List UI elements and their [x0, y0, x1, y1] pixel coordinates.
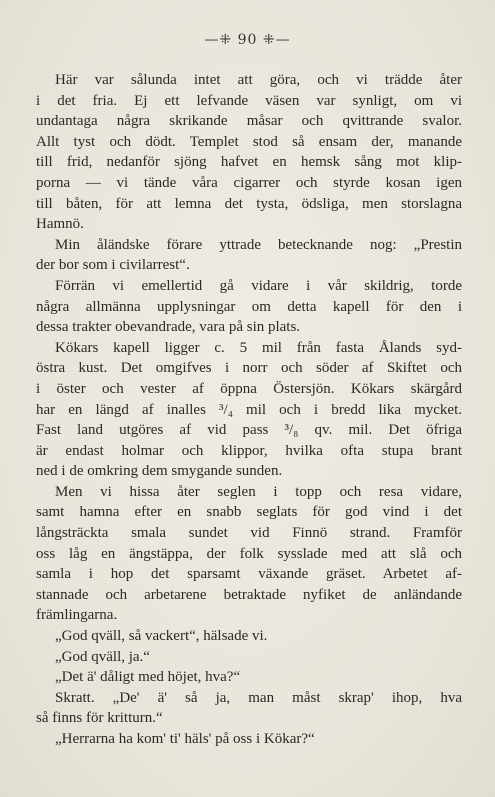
text-line: Förrän vi emellertid gå vidare i vår skildrig, torde: [55, 277, 462, 294]
text-line: Hamnö.: [36, 216, 84, 233]
text-line: långsträckta smala sundet vid Finnö strand. Framför: [36, 525, 462, 542]
body-text: [36, 70, 462, 750]
text-line: har en längd af inalles ³/₄ mil och i bredd lika mycket.: [36, 401, 462, 418]
text-line: Här var sålunda intet att göra, och vi trädde åter: [55, 72, 462, 88]
text-line: i det fria. Ej ett lefvande väsen var synligt, om vi: [36, 92, 462, 109]
text-line: Min åländske förare yttrade betecknande nog: „Prestin: [55, 236, 462, 253]
text-line: „Herrarna ha kom' ti' häls' på oss i Kökar?“: [55, 731, 315, 747]
text-line: porna — vi tände våra cigarrer och styrde kosan igen: [36, 174, 462, 191]
text-line: stannade och arbetarene betraktade nyfiket de anländande: [36, 586, 462, 603]
text-line: „God qväll, ja.“: [55, 648, 150, 665]
text-line: oss låg en ängstäppa, der folk sysslade med att slå och: [36, 545, 462, 562]
text-line: „Det ä' dåligt med höjet, hva?“: [55, 669, 241, 686]
text-line: i öster och vester af öppna Östersjön. Kökars skärgård: [36, 380, 462, 397]
text-line: der bor som i civilarrest“.: [36, 257, 190, 274]
text-line: samt hamna efter en snabb seglats för god vind i det: [36, 504, 462, 521]
text-line: till båten, för att lemna det tysta, ödsliga, men storslagna: [36, 195, 462, 212]
text-line: ned i de omkring dem smygande sunden.: [36, 463, 283, 480]
text-line: östra kust. Det omgifves i norr och söder af Skiftet och: [36, 360, 462, 377]
text-line: Skratt. „De' ä' så ja, man måst skrap' ihop, hva: [55, 689, 462, 706]
text-line: så finns för kritturn.“: [36, 710, 163, 727]
text-line: Men vi hissa åter seglen i topp och resa vidare,: [55, 483, 462, 500]
text-line: dessa trakter obevandrade, vara på sin plats.: [36, 319, 301, 336]
text-line: samla i hop det sparsamt växande gräset. Arbetet af-: [36, 566, 462, 583]
text-line: Kökars kapell ligger c. 5 mil från fasta Ålands syd-: [55, 339, 462, 356]
text-line: Fast land utgöres af vid pass ³/₈ qv. mil. Det öfriga: [36, 422, 462, 439]
text-line: några allmänna upplysningar om detta kapell för den i: [36, 298, 462, 315]
text-line: är endast holmar och klippor, hvilka ofta stupa brant: [36, 442, 462, 459]
text-line: främlingarna.: [36, 607, 118, 624]
text-line: till frid, nedanför sjöng hafvet en hemsk sång mot klip-: [36, 154, 462, 171]
text-line: undantaga några skrikande måsar och qvittrande svalor.: [36, 113, 462, 130]
text-line: Allt tyst och dödt. Templet stod så ensam der, manande: [36, 133, 462, 150]
page-number-header: —⁜ 90 ⁜—: [204, 32, 291, 48]
text-line: „God qväll, så vackert“, hälsade vi.: [55, 628, 268, 645]
